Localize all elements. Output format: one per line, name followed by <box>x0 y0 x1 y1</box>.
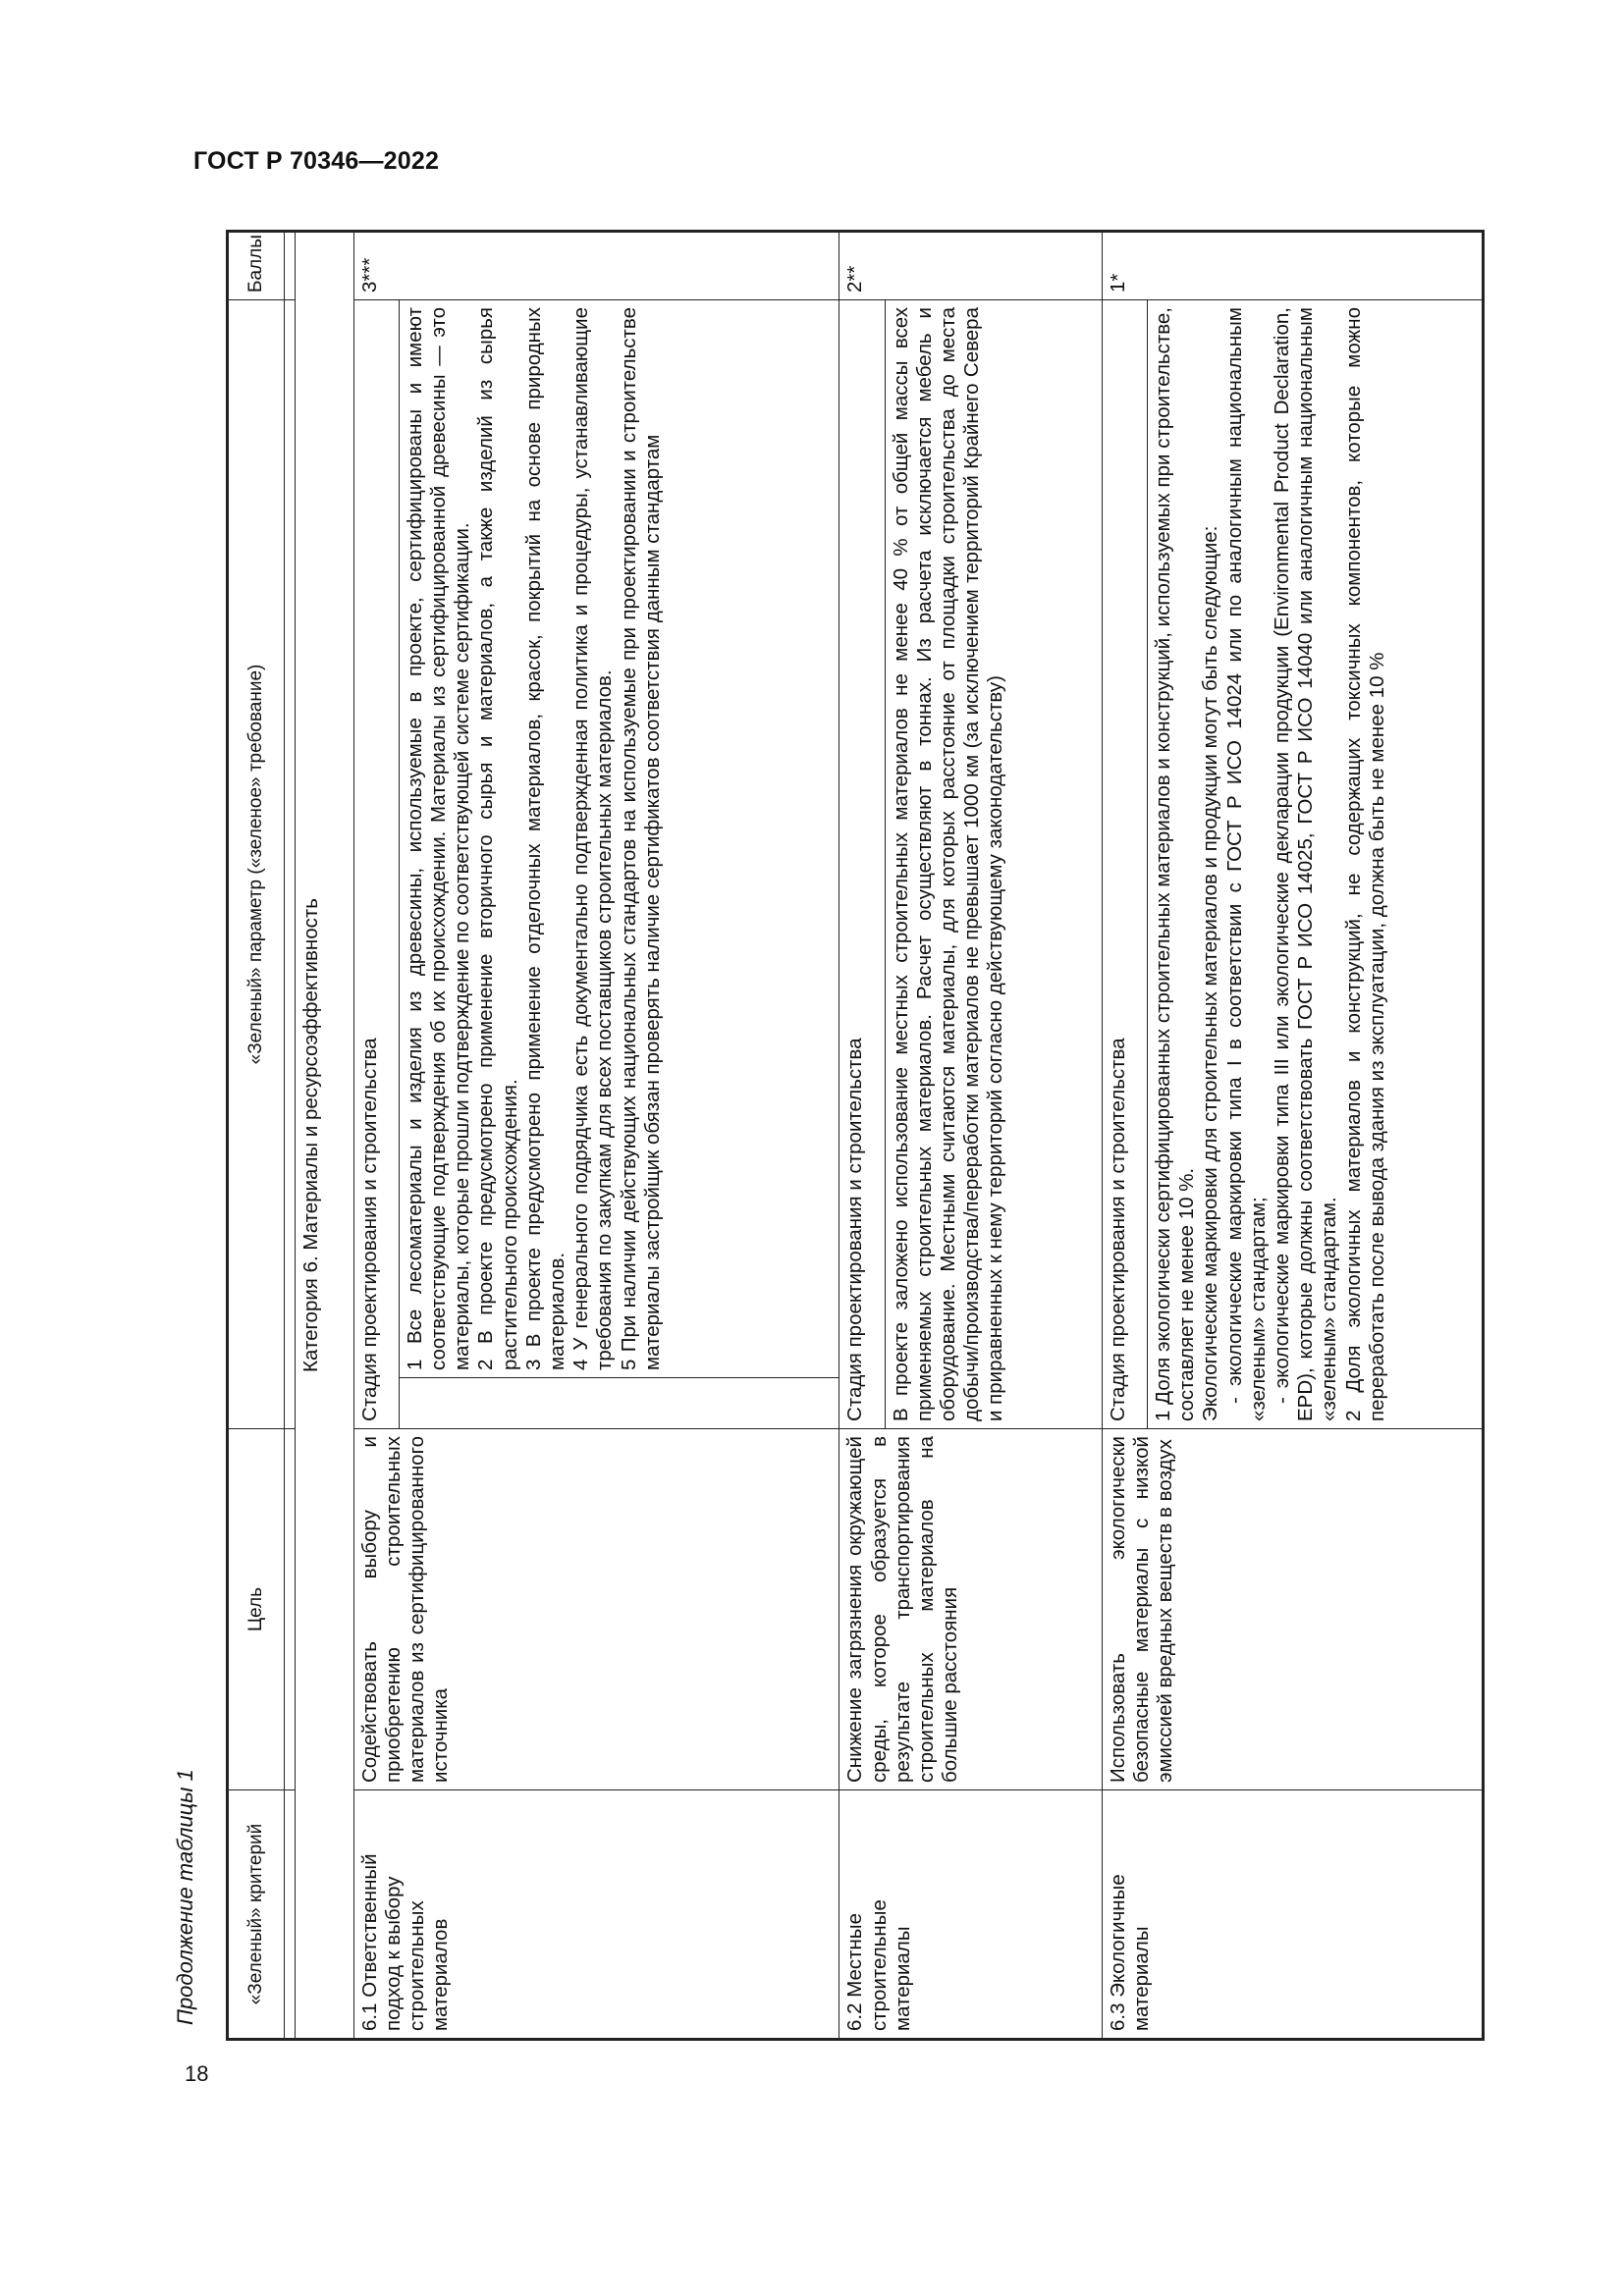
spacer-row <box>285 232 296 2040</box>
page-number: 18 <box>185 2061 209 2086</box>
criterion-cell: 6.2 Местные строительные материалы <box>839 1790 1102 2040</box>
stage-cell: Стадия проектирования и строительства <box>1102 300 1147 1429</box>
requirements-cell <box>885 300 1102 1429</box>
stage-cell: Стадия проектирования и строительства <box>839 300 885 1429</box>
table-continuation-caption: Продолжение таблицы 1 <box>173 1769 197 2025</box>
requirement-text: 2 В проекте предусмотрено применение вторичного сырья и материалов, а также изделий из сырья растительного происхождения. <box>474 307 521 1370</box>
requirement-text: - экологические маркировки типа III или экологические декларации продукции (Environmental Product Declaration, EPD), которые должны соответствовать ГОСТ Р ИСО 14025, ГОСТ Р ИСО 14040 или аналогичным национальным «зеленым» стандартам. <box>1271 307 1341 1421</box>
column-header-criterion: «Зеленый» критерий <box>228 1790 285 2040</box>
requirement-text: 2 Доля экологичных материалов и конструкций, не содержащих токсичных компонентов, которые можно переработать после вывода здания из эксплуатации, должна быть не менее 10 % <box>1341 307 1388 1421</box>
table-row <box>353 232 399 2040</box>
requirement-text: Экологические маркировки для строительных материалов и продукции могут быть следующие: <box>1199 525 1222 1421</box>
requirement-text: 1 Все лесоматериалы и изделия из древесины, используемые в проекте, сертифицированы и имеют соответствующие подтверждения об их происхождении. Материалы из сертифицированной древесины — это материалы, которые прошли подтверждение по соответствующей системе сертификации. <box>403 307 474 1370</box>
table-row <box>1102 232 1147 2040</box>
points-cell: 1* <box>1102 232 1483 300</box>
requirement-text: 5 При наличии действующих национальных стандартов на используемые при проектировании и строительстве материалы застройщик обязан проверять наличие сертификатов соответствия данным стандартам <box>617 307 664 1370</box>
category-row <box>296 232 353 2040</box>
requirement-text: 1 Доля экологически сертифицированных строительных материалов и конструкций, используемых при строительстве, составляет не менее 10 %. <box>1152 307 1199 1421</box>
criterion-cell: 6.1 Ответственный подход к выбору строительных материалов <box>353 1790 839 2040</box>
criteria-table <box>226 230 1485 2041</box>
points-cell: 3*** <box>353 232 839 300</box>
table-row <box>839 232 885 2040</box>
requirements-cell <box>399 300 839 1378</box>
table-header-row <box>228 232 285 2040</box>
category-title: Категория 6. Материалы и ресурсоэффективность <box>296 232 353 2040</box>
rotated-table-wrapper <box>226 233 1485 2041</box>
goal-cell: Снижение загрязнения окружающей среды, которое образуется в результате транспортирования строительных материалов на большие расстояния <box>839 1429 1102 1790</box>
column-header-parameter: «Зеленый» параметр («зеленое» требование) <box>228 300 285 1429</box>
document-header: ГОСТ Р 70346—2022 <box>193 147 440 175</box>
criterion-cell: 6.3 Экологичные материалы <box>1102 1790 1483 2040</box>
requirements-cell <box>1148 300 1484 1429</box>
column-header-points: Баллы <box>228 232 285 300</box>
points-cell: 2** <box>839 232 1102 300</box>
goal-cell: Содействовать выбору и приобретению строительных материалов из сертифицированного источника <box>353 1429 839 1790</box>
goal-cell: Использовать экологически безопасные материалы с низкой эмиссией вредных веществ в воздух <box>1102 1429 1483 1790</box>
requirement-text: В проекте заложено использование местных строительных материалов не менее 40 % от общей массы всех применяемых строительных материалов. Расчет осуществляют в тоннах. Из расчета исключается мебель и оборудование. Местными считаются материалы, для которых расстояние от площадки строительства до места добычи/производства/переработки материалов не превышает 1000 км (за исключением территорий Крайнего Севера и приравненных к нему территорий согласно действующему законодательству) <box>889 307 1007 1421</box>
requirement-text: 3 В проекте предусмотрено применение отделочных материалов, красок, покрытий на основе природных материалов. <box>521 307 569 1370</box>
column-header-goal: Цель <box>228 1429 285 1790</box>
requirement-text: 4 У генерального подрядчика есть документально подтвержденная политика и процедуры, устанавливающие требования по закупкам для всех поставщиков строительных материалов. <box>569 307 617 1370</box>
stage-cell: Стадия проектирования и строительства <box>353 300 399 1429</box>
requirement-text: - экологические маркировки типа I в соответствии с ГОСТ Р ИСО 14024 или по аналогичным национальным «зеленым» стандартам; <box>1222 307 1270 1421</box>
